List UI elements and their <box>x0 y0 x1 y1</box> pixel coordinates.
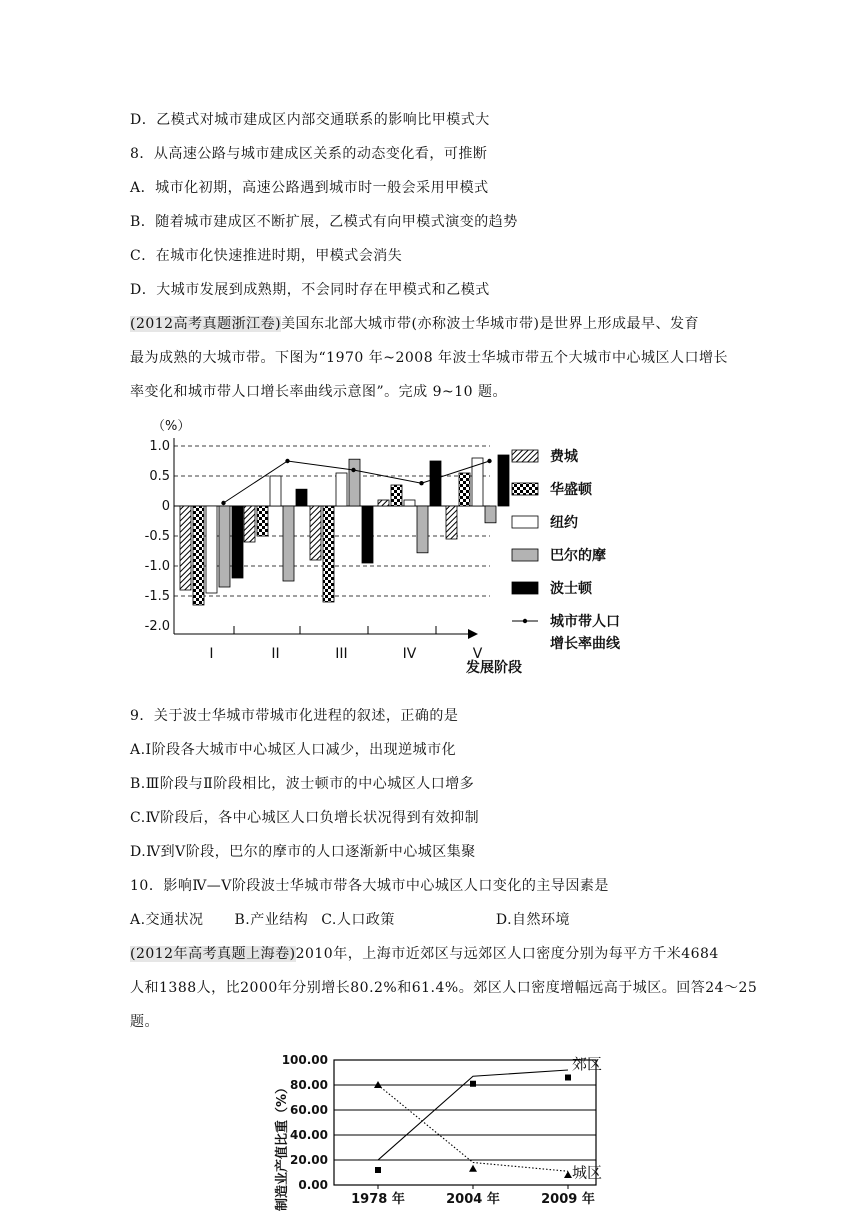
source-tag-zhejiang: (2012高考真题浙江卷) <box>130 316 282 332</box>
chart1-bar-费城 <box>310 506 321 560</box>
intro1-line3: 率变化和城市带人口增长率曲线示意图”。完成 9~10 题。 <box>130 384 508 400</box>
intro2-text: 2010年，上海市近郊区与远郊区人口密度分别为每平方千米4684 <box>295 946 719 962</box>
chart1-bar-纽约 <box>270 476 281 506</box>
legend-label: 华盛顿 <box>550 482 592 498</box>
manufacturing-share-chart <box>266 1046 626 1216</box>
chart1-x-axis-arrow <box>468 629 478 639</box>
chart1-x-tick-label: III <box>335 646 348 662</box>
chart2-y-title: 制造业产值比重（%） <box>275 1080 290 1211</box>
chart2-x-tick-label: 1978 年 <box>351 1192 405 1207</box>
chart1-bar-巴尔的摩 <box>417 506 428 553</box>
chart1-bar-波士顿 <box>498 455 509 506</box>
q10-option-c: C.人口政策 <box>321 912 395 928</box>
legend-label: 巴尔的摩 <box>550 548 606 564</box>
q10-stem: 10．影响Ⅳ—Ⅴ阶段波士华城市带各大城市中心城区人口变化的主导因素是 <box>130 878 609 894</box>
intro1-line2: 最为成熟的大城市带。下图为“1970 年~2008 年波士华城市带五个大城市中心城区人口增长 <box>130 350 729 366</box>
chart1-bar-纽约 <box>206 506 217 593</box>
chart1-bar-纽约 <box>336 473 347 506</box>
q10-option-b: B.产业结构 <box>234 912 309 928</box>
legend-swatch-巴尔的摩 <box>512 549 538 561</box>
legend-label: 增长率曲线 <box>550 636 620 652</box>
chart1-bar-费城 <box>180 506 191 590</box>
q9-option-d: D.Ⅳ到Ⅴ阶段，巴尔的摩市的人口逐渐新中心城区集聚 <box>130 844 476 860</box>
q9-option-b: B.Ⅲ阶段与Ⅱ阶段相比，波士顿市的中心城区人口增多 <box>130 776 475 792</box>
chart2-series-label: 郊区 <box>572 1055 603 1073</box>
chart2-y-tick-label: 20.00 <box>290 1153 328 1167</box>
population-growth-chart <box>130 412 660 692</box>
chart2-marker-城区 <box>469 1165 477 1172</box>
q7-option-d: D．乙模式对城市建成区内部交通联系的影响比甲模式大 <box>130 112 490 128</box>
chart1-bar-波士顿 <box>232 506 243 578</box>
chart1-curve-point <box>221 501 225 505</box>
chart2-x-tick-label: 2009 年 <box>541 1192 595 1207</box>
chart1-bar-波士顿 <box>430 461 441 506</box>
chart2-marker-城区 <box>564 1171 572 1178</box>
intro1-line1 <box>130 314 699 334</box>
chart1-y-tick-label: -2.0 <box>144 619 170 634</box>
intro2-line2: 人和1388人，比2000年分别增长80.2%和61.4%。郊区人口密度增幅远高于城区。回答24～25 <box>130 980 758 996</box>
chart1-y-tick-label: 0.5 <box>149 469 170 484</box>
chart1-y-tick-label: 0 <box>161 499 170 514</box>
q9-stem: 9．关于波士华城市带城市化进程的叙述，正确的是 <box>130 708 459 724</box>
chart2-y-tick-label: 80.00 <box>290 1078 328 1092</box>
intro2-line1 <box>130 944 719 964</box>
chart1-x-title: 发展阶段 <box>466 660 522 676</box>
chart1-curve-point <box>285 459 289 463</box>
chart2-y-tick-label: 40.00 <box>290 1128 328 1142</box>
chart2-y-tick-label: 0.00 <box>298 1178 328 1192</box>
q8-option-c: C．在城市化快速推进时期，甲模式会消失 <box>130 248 403 264</box>
chart1-bar-巴尔的摩 <box>219 506 230 587</box>
intro1-text: 美国东北部大城市带(亦称波士华城市带)是世界上形成最早、发育 <box>281 316 699 332</box>
chart1-bar-纽约 <box>404 500 415 506</box>
chart1-y-tick-label: -0.5 <box>144 529 170 544</box>
q8-option-d: D．大城市发展到成熟期，不会同时存在甲模式和乙模式 <box>130 282 490 298</box>
q9-option-a: A.Ⅰ阶段各大城市中心城区人口减少，出现逆城市化 <box>130 742 457 758</box>
chart1-bar-华盛顿 <box>323 506 334 602</box>
legend-swatch-费城 <box>512 450 538 462</box>
intro2-line3: 题。 <box>130 1014 159 1030</box>
chart2-y-tick-label: 100.00 <box>281 1053 328 1067</box>
chart1-bar-波士顿 <box>362 506 373 563</box>
q8-option-a: A．城市化初期，高速公路遇到城市时一般会采用甲模式 <box>130 180 489 196</box>
q10-options <box>130 910 570 930</box>
chart1-curve-point <box>351 468 355 472</box>
chart1-curve-point <box>419 481 423 485</box>
chart1-x-tick-label: II <box>271 646 280 662</box>
legend-swatch-华盛顿 <box>512 483 538 495</box>
source-tag-shanghai: (2012年高考真题上海卷) <box>130 946 296 962</box>
chart2-frame <box>334 1060 596 1185</box>
chart1-y-tick-label: 1.0 <box>149 439 170 454</box>
legend-label: 城市带人口 <box>550 614 620 630</box>
chart1-bar-巴尔的摩 <box>283 506 294 581</box>
chart2-series-label: 城区 <box>572 1163 603 1182</box>
chart2-y-tick-label: 60.00 <box>290 1103 328 1117</box>
chart1-curve-point <box>487 459 491 463</box>
chart1-unit-label: （%） <box>152 419 191 434</box>
chart1-x-tick-label: I <box>209 646 214 662</box>
chart1-bar-费城 <box>244 506 255 542</box>
chart2-marker-郊区 <box>565 1075 571 1081</box>
q8-stem: 8．从高速公路与城市建成区关系的动态变化看，可推断 <box>130 146 488 162</box>
chart2-x-tick-label: 2004 年 <box>446 1192 500 1207</box>
chart2-marker-郊区 <box>375 1167 381 1173</box>
q10-option-a: A.交通状况 <box>130 912 204 928</box>
chart2-line-城区 <box>378 1085 568 1171</box>
legend-label: 波士顿 <box>550 581 592 597</box>
chart1-bar-波士顿 <box>296 489 307 506</box>
q9-option-c: C.Ⅳ阶段后，各中心城区人口负增长状况得到有效抑制 <box>130 810 480 826</box>
legend-line-marker <box>523 619 527 623</box>
chart1-bar-华盛顿 <box>257 506 268 536</box>
q8-option-b: B．随着城市建成区不断扩展，乙模式有向甲模式演变的趋势 <box>130 214 518 230</box>
chart1-bar-华盛顿 <box>459 473 470 506</box>
q10-option-d: D.自然环境 <box>495 912 571 928</box>
chart1-bar-巴尔的摩 <box>485 506 496 523</box>
legend-swatch-波士顿 <box>512 582 538 594</box>
chart1-y-tick-label: -1.0 <box>144 559 170 574</box>
chart1-y-tick-label: -1.5 <box>144 589 170 604</box>
chart1-x-tick-label: V <box>472 646 483 662</box>
legend-label: 纽约 <box>550 515 578 531</box>
chart1-bar-华盛顿 <box>193 506 204 605</box>
chart1-bar-费城 <box>378 500 389 506</box>
legend-swatch-纽约 <box>512 516 538 528</box>
chart1-bar-费城 <box>446 506 457 539</box>
chart1-bar-华盛顿 <box>391 485 402 506</box>
chart1-bar-巴尔的摩 <box>349 459 360 506</box>
legend-label: 费城 <box>550 449 578 465</box>
chart2-marker-郊区 <box>470 1081 476 1087</box>
chart1-x-tick-label: IV <box>402 646 417 662</box>
